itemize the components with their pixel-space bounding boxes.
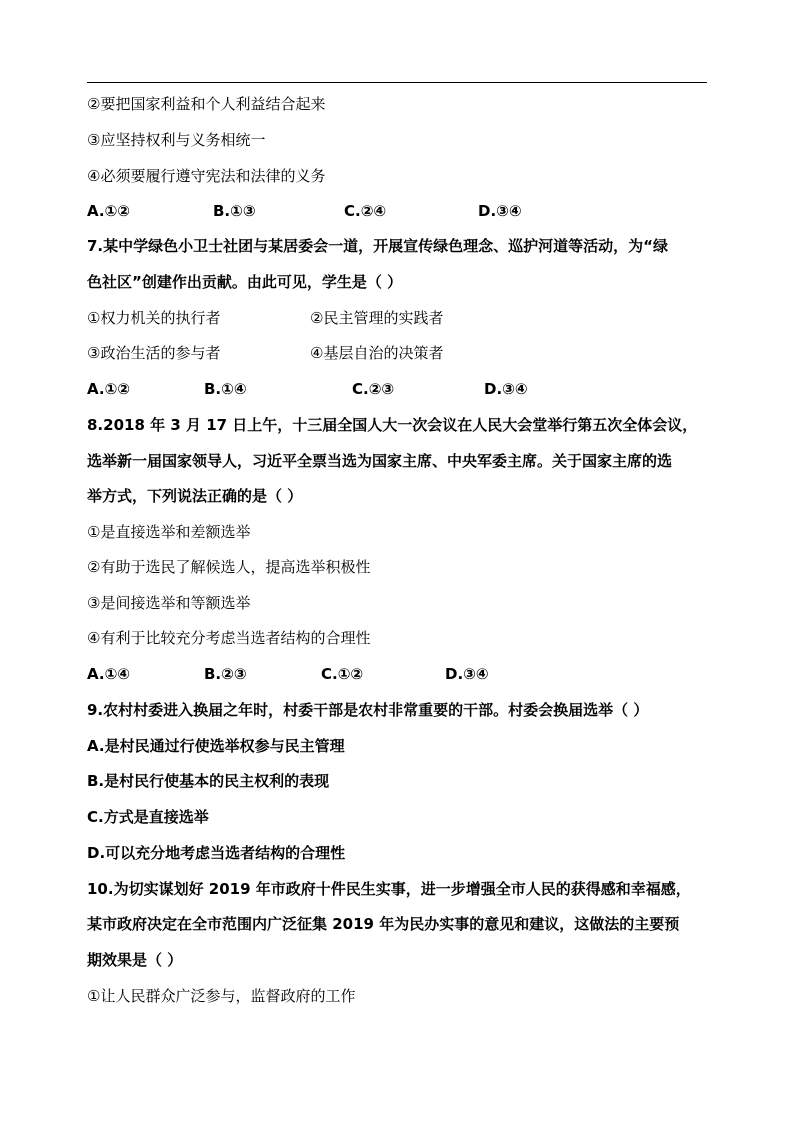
q8-answer-b[interactable]: B.②③	[204, 665, 247, 683]
q7-stem-line-2: 色社区”创建作出贡献。由此可见，学生是（ ）	[87, 273, 403, 291]
q6-item-2: ②要把国家利益和个人利益结合起来	[87, 95, 326, 113]
q8-answer-a[interactable]: A.①④	[87, 665, 130, 683]
q6-answer-d[interactable]: D.③④	[478, 202, 522, 220]
q8-item-3: ③是间接选举和等额选举	[87, 594, 251, 612]
q8-stem-line-1: 8.2018 年 3 月 17 日上午，十三届全国人大一次会议在人民大会堂举行第五次全体会议，	[87, 416, 698, 434]
q8-stem-line-3: 举方式，下列说法正确的是（ ）	[87, 487, 303, 505]
q9-option-c[interactable]: C.方式是直接选举	[87, 808, 209, 826]
q8-stem-line-2: 选举新一届国家领导人，习近平全票当选为国家主席、中央军委主席。关于国家主席的选	[87, 452, 673, 470]
header-rule	[87, 82, 707, 83]
q6-item-4: ④必须要履行遵守宪法和法律的义务	[87, 167, 326, 185]
q7-answer-c[interactable]: C.②③	[352, 380, 395, 398]
q8-item-1: ①是直接选举和差额选举	[87, 523, 251, 541]
q7-item-4: ④基层自治的决策者	[310, 344, 444, 362]
q9-option-a[interactable]: A.是村民通过行使选举权参与民主管理	[87, 737, 345, 755]
q7-item-1: ①权力机关的执行者	[87, 309, 221, 327]
q8-item-2: ②有助于选民了解候选人，提高选举积极性	[87, 558, 371, 576]
q8-answer-d[interactable]: D.③④	[445, 665, 489, 683]
q6-item-3: ③应坚持权利与义务相统一	[87, 131, 266, 149]
q10-item-1: ①让人民群众广泛参与，监督政府的工作	[87, 987, 356, 1005]
q9-option-d[interactable]: D.可以充分地考虑当选者结构的合理性	[87, 844, 346, 862]
q10-stem-line-3: 期效果是（ ）	[87, 951, 183, 969]
q7-item-2: ②民主管理的实践者	[310, 309, 444, 327]
q6-answer-b[interactable]: B.①③	[213, 202, 256, 220]
q10-stem-line-2: 某市政府决定在全市范围内广泛征集 2019 年为民办实事的意见和建议，这做法的主要预	[87, 915, 680, 933]
q7-answer-a[interactable]: A.①②	[87, 380, 130, 398]
q9-option-b[interactable]: B.是村民行使基本的民主权利的表现	[87, 772, 330, 790]
q10-stem-line-1: 10.为切实谋划好 2019 年市政府十件民生实事，进一步增强全市人民的获得感和幸福感，	[87, 880, 691, 898]
q6-answer-c[interactable]: C.②④	[344, 202, 387, 220]
q7-stem-line-1: 7.某中学绿色小卫士社团与某居委会一道，开展宣传绿色理念、巡护河道等活动，为“绿	[87, 237, 668, 255]
q8-answer-c[interactable]: C.①②	[321, 665, 364, 683]
q7-answer-d[interactable]: D.③④	[484, 380, 528, 398]
q8-item-4: ④有利于比较充分考虑当选者结构的合理性	[87, 629, 371, 647]
q7-answer-b[interactable]: B.①④	[204, 380, 247, 398]
q6-answer-a[interactable]: A.①②	[87, 202, 130, 220]
q7-item-3: ③政治生活的参与者	[87, 344, 221, 362]
q9-stem: 9.农村村委进入换届之年时，村委干部是农村非常重要的干部。村委会换届选举（ ）	[87, 701, 649, 719]
